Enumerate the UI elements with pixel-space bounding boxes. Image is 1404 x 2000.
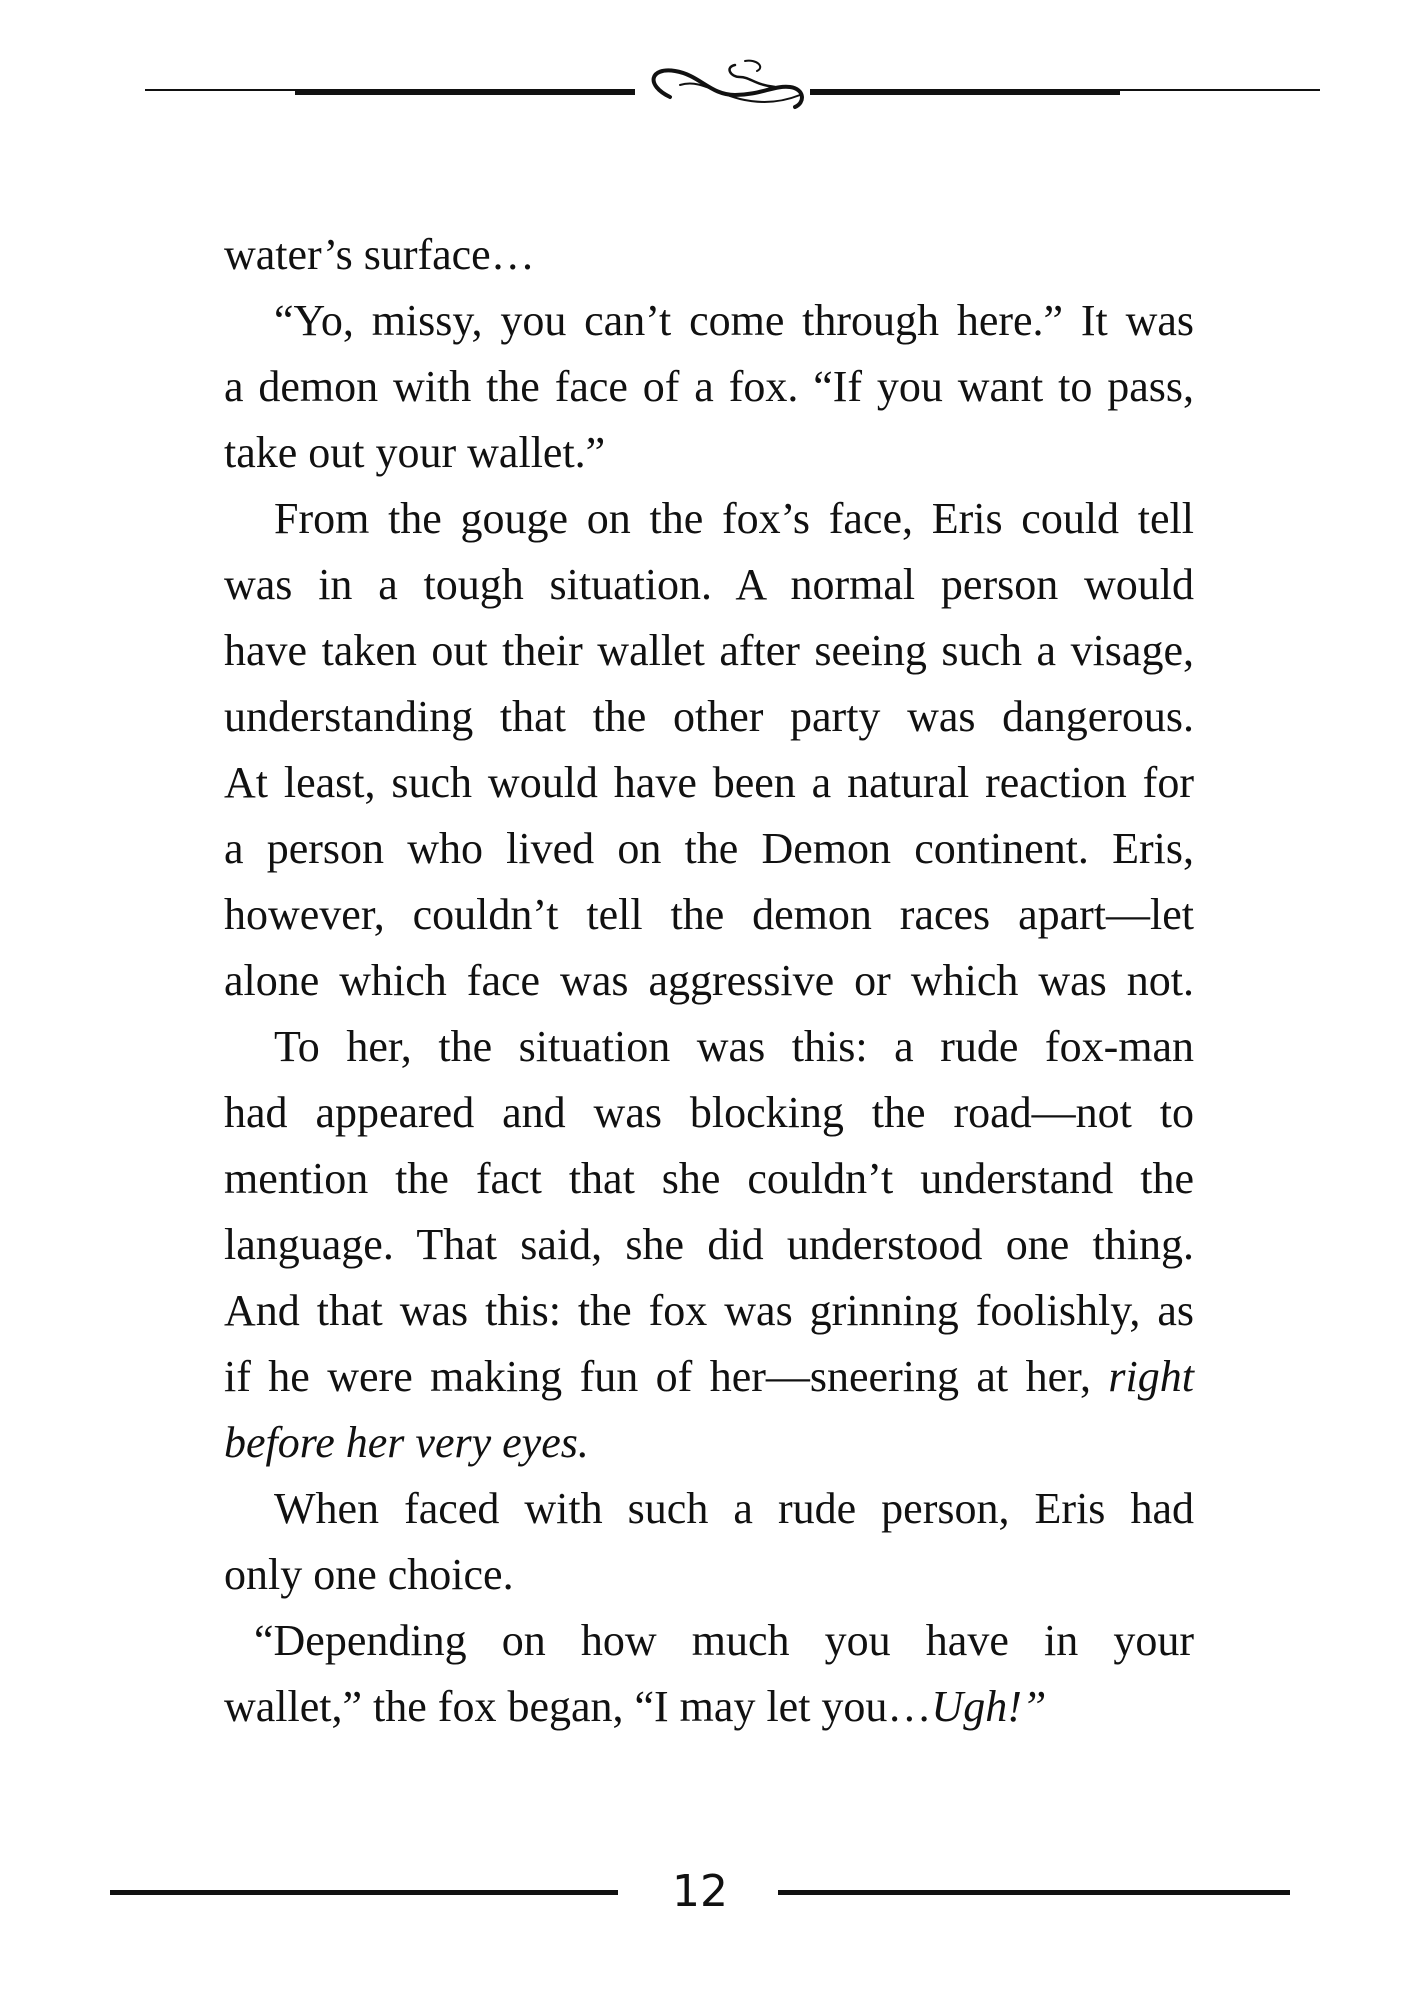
header-rule-left	[145, 89, 635, 95]
text-line: take out your wallet.”	[224, 428, 606, 477]
emphasis-text: Ugh!”	[931, 1682, 1047, 1731]
footer-rule-left	[110, 1890, 618, 1895]
text-line: was in a tough situation. A normal person would	[224, 560, 1194, 609]
text-line: “Depending on how much you have in your	[254, 1616, 1194, 1665]
flourish-icon	[654, 61, 802, 107]
text-line: only one choice.	[224, 1550, 514, 1599]
text-line: At least, such would have been a natural reaction for	[224, 758, 1194, 807]
text-line: a person who lived on the Demon continent. Eris,	[224, 824, 1194, 873]
text-line: have taken out their wallet after seeing such a visage,	[224, 626, 1194, 675]
emphasis-text: right	[1108, 1352, 1194, 1401]
footer-rule-right	[778, 1890, 1290, 1895]
text-line	[224, 1410, 1194, 1476]
text-line: mention the fact that she couldn’t understand the	[224, 1154, 1194, 1203]
text-line: language. That said, she did understood one thing.	[224, 1220, 1194, 1269]
header-ornament	[145, 55, 1320, 135]
page-footer	[110, 1862, 1290, 1922]
text-line: water’s surface…	[224, 230, 535, 279]
header-rule-right	[810, 89, 1320, 95]
text-line	[224, 1344, 1194, 1410]
page-number: 12	[672, 1866, 728, 1917]
text-line: had appeared and was blocking the road—not to	[224, 1088, 1194, 1137]
text-line: From the gouge on the fox’s face, Eris could tell	[274, 494, 1194, 543]
text-line: understanding that the other party was dangerous.	[224, 692, 1194, 741]
text-line	[224, 1674, 1194, 1740]
body-text	[224, 222, 1194, 1740]
text-line: alone which face was aggressive or which was not.	[224, 956, 1194, 1005]
emphasis-text: before her very eyes.	[224, 1418, 589, 1467]
text-line: “Yo, missy, you can’t come through here.” It was	[274, 296, 1194, 345]
text-line: a demon with the face of a fox. “If you want to pass,	[224, 362, 1194, 411]
text-segment: if he were making fun of her—sneering at her,	[224, 1352, 1109, 1401]
text-segment: wallet,” the fox began, “I may let you…	[224, 1682, 932, 1731]
text-line: And that was this: the fox was grinning foolishly, as	[224, 1286, 1194, 1335]
text-line: To her, the situation was this: a rude fox-man	[274, 1022, 1194, 1071]
text-line: When faced with such a rude person, Eris had	[274, 1484, 1194, 1533]
text-line: however, couldn’t tell the demon races apart—let	[224, 890, 1194, 939]
